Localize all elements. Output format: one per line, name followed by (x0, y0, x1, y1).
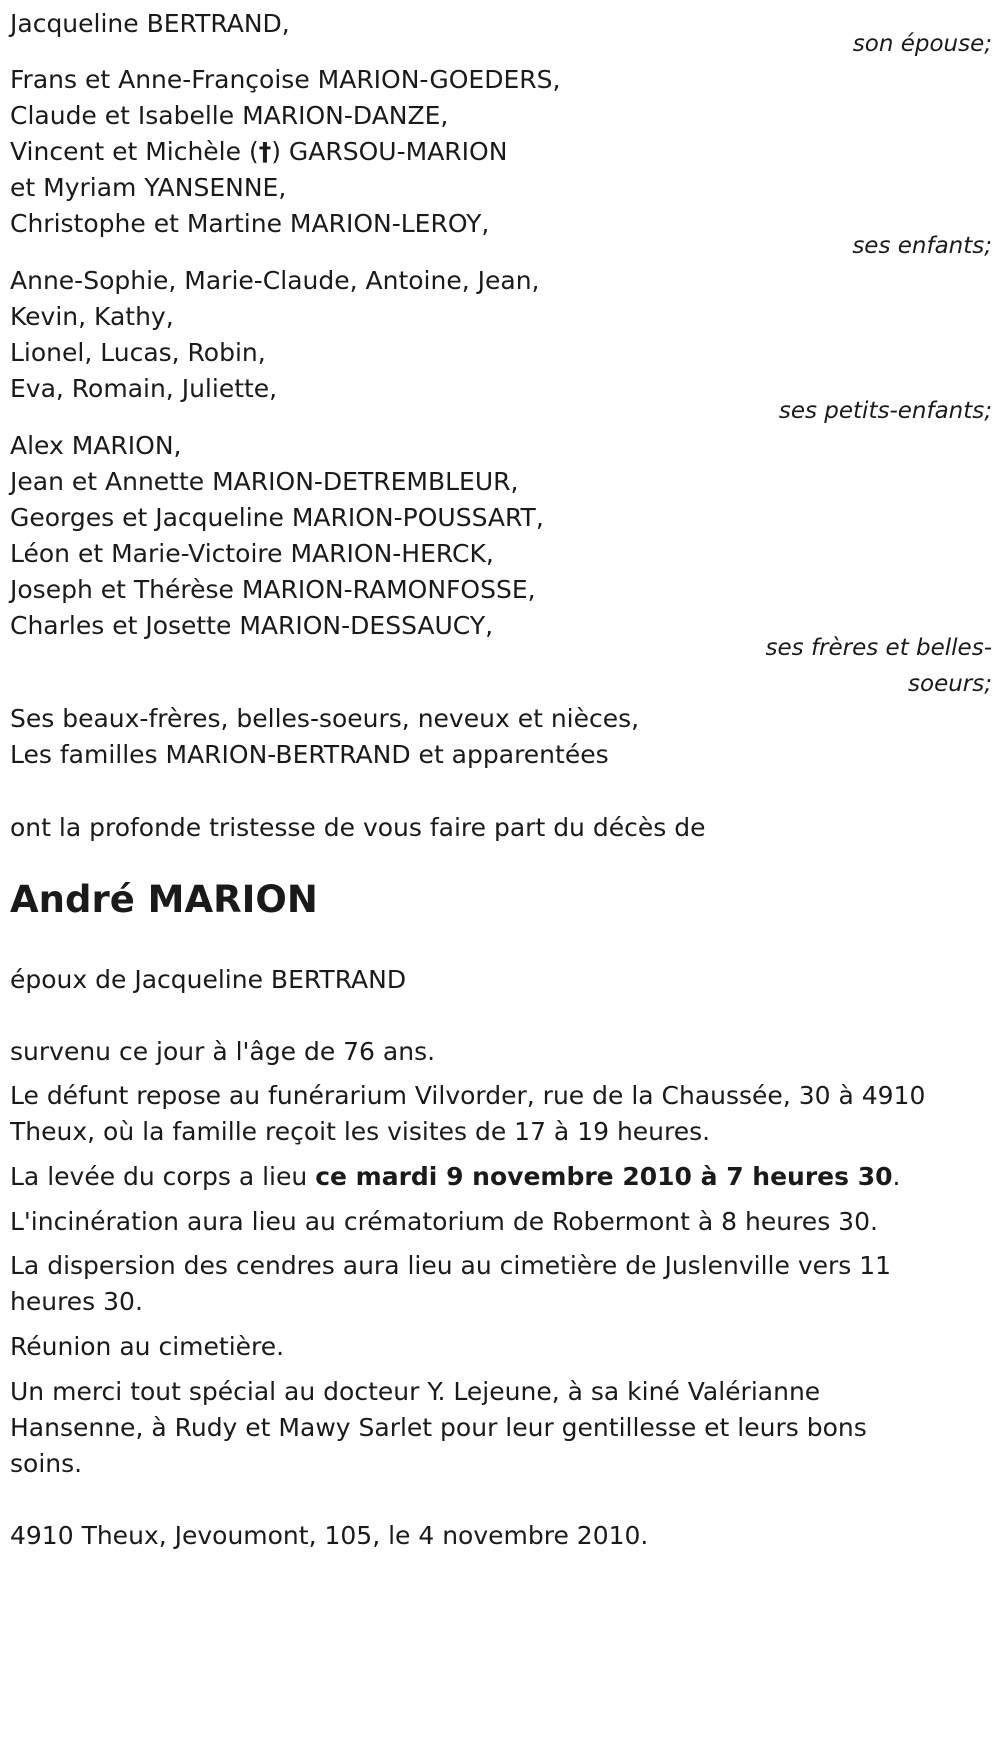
thanks-line-3: soins. (10, 1449, 83, 1478)
dispersion-line-1: La dispersion des cendres aura lieu au cimetière de Juslenville vers 11 (10, 1251, 892, 1280)
repose-line-1: Le défunt repose au funérarium Vilvorder, rue de la Chaussée, 30 à 4910 (10, 1081, 926, 1110)
levee-line (10, 1157, 900, 1197)
age-line: survenu ce jour à l'âge de 76 ans. (10, 1037, 436, 1066)
children-line-3 (10, 132, 507, 172)
repose-line-2: Theux, où la famille reçoit les visites de 17 à 19 heures. (10, 1117, 711, 1146)
relation-siblings-2: soeurs; (908, 671, 992, 697)
children-line-3-before: Vincent et Michèle ( (10, 137, 259, 166)
siblings-line-1: Alex MARION, (10, 431, 182, 460)
levee-after: . (892, 1162, 901, 1191)
address-date: 4910 Theux, Jevoumont, 105, le 4 novembre 2010. (10, 1521, 649, 1550)
incineration-line: L'incinération aura lieu au crématorium de Robermont à 8 heures 30. (10, 1207, 878, 1236)
others-line-2: Les familles MARION-BERTRAND et apparentées (10, 740, 609, 769)
thanks-line-2: Hansenne, à Rudy et Mawy Sarlet pour leur gentillesse et leurs bons (10, 1413, 867, 1442)
levee-before: La levée du corps a lieu (10, 1162, 316, 1191)
siblings-line-4: Léon et Marie-Victoire MARION-HERCK, (10, 539, 494, 568)
grandchildren-line-4: Eva, Romain, Juliette, (10, 374, 278, 403)
relation-siblings-1: ses frères et belles- (765, 635, 992, 661)
others-line-1: Ses beaux-frères, belles-soeurs, neveux et nièces, (10, 704, 640, 733)
children-line-2: Claude et Isabelle MARION-DANZE, (10, 101, 449, 130)
siblings-line-5: Joseph et Thérèse MARION-RAMONFOSSE, (10, 575, 536, 604)
children-line-5: Christophe et Martine MARION-LEROY, (10, 209, 490, 238)
children-line-4: et Myriam YANSENNE, (10, 173, 287, 202)
spouse-line: Jacqueline BERTRAND, (10, 9, 290, 38)
relation-grandchildren: ses petits-enfants; (778, 398, 992, 424)
spouse-of: époux de Jacqueline BERTRAND (10, 965, 407, 994)
relation-children: ses enfants; (852, 233, 992, 259)
siblings-line-2: Jean et Annette MARION-DETREMBLEUR, (10, 467, 519, 496)
announcement: ont la profonde tristesse de vous faire part du décès de (10, 813, 706, 842)
cross-icon: † (258, 137, 272, 166)
siblings-line-3: Georges et Jacqueline MARION-POUSSART, (10, 503, 544, 532)
reunion-line: Réunion au cimetière. (10, 1332, 285, 1361)
siblings-line-6: Charles et Josette MARION-DESSAUCY, (10, 611, 494, 640)
dispersion-line-2: heures 30. (10, 1287, 143, 1316)
deceased-name: André MARION (10, 878, 318, 921)
grandchildren-line-2: Kevin, Kathy, (10, 302, 174, 331)
levee-datetime: ce mardi 9 novembre 2010 à 7 heures 30 (315, 1162, 893, 1191)
relation-spouse: son épouse; (852, 31, 992, 57)
children-line-3-after: ) GARSOU-MARION (271, 137, 508, 166)
children-line-1: Frans et Anne-Françoise MARION-GOEDERS, (10, 65, 561, 94)
grandchildren-line-1: Anne-Sophie, Marie-Claude, Antoine, Jean, (10, 266, 540, 295)
grandchildren-line-3: Lionel, Lucas, Robin, (10, 338, 266, 367)
thanks-line-1: Un merci tout spécial au docteur Y. Lejeune, à sa kiné Valérianne (10, 1377, 821, 1406)
